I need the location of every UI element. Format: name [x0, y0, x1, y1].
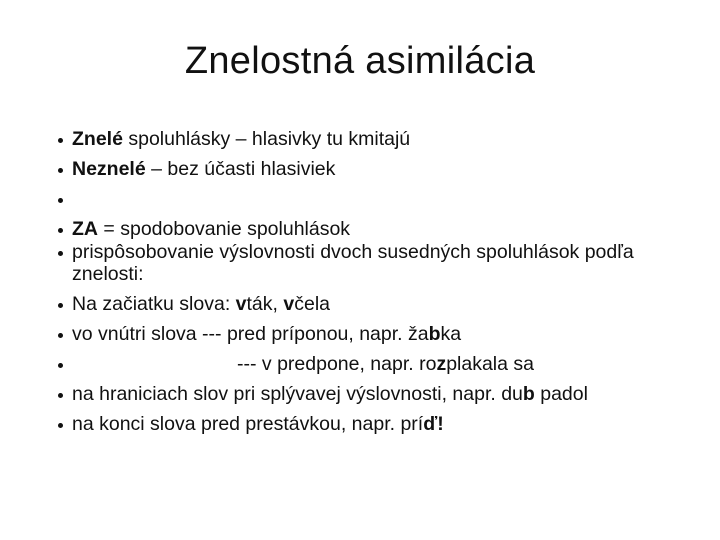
bullet-text — [72, 293, 330, 315]
bullet-bold-part: Neznelé — [72, 158, 146, 180]
bullet-part: vo vnútri slova --- pred príponou, napr. ža — [72, 323, 429, 345]
bullet-part: – bez účasti hlasiviek — [145, 158, 336, 180]
bullet-dot-icon — [58, 423, 63, 428]
bullet-item — [58, 218, 698, 241]
bullet-bold-part: z — [436, 353, 447, 375]
bullet-part: na hraniciach slov pri splývavej výslovnosti, napr. du — [72, 383, 523, 405]
bullet-bold-part: b — [428, 323, 441, 345]
bullet-item — [58, 353, 698, 376]
bullet-dot-icon — [58, 138, 63, 143]
bullet-part: spoluhlásky – hlasivky tu kmitajú — [122, 128, 411, 150]
bullet-dot-icon — [58, 393, 63, 398]
bullet-bold-part: ZA — [72, 218, 98, 240]
bullet-item — [58, 188, 698, 211]
bullet-part: --- v predpone, napr. ro — [237, 353, 437, 375]
slide-title: Znelostná asimilácia — [184, 40, 536, 82]
bullet-dot-icon — [58, 228, 63, 233]
bullet-part: ka — [440, 323, 462, 345]
bullet-bold-part: b — [522, 383, 535, 405]
bullet-item — [58, 158, 698, 181]
bullet-bold-part: Znelé — [72, 128, 123, 150]
bullet-part: plakala sa — [446, 353, 534, 375]
bullet-dot-icon — [58, 168, 63, 173]
bullet-text — [72, 128, 410, 150]
bullet-text — [72, 353, 698, 376]
bullet-bold-part: v — [235, 293, 247, 315]
bullet-dot-icon — [58, 251, 63, 256]
bullet-text — [72, 241, 634, 286]
bullet-text — [72, 158, 335, 180]
bullet-part: Na začiatku slova: — [72, 293, 236, 315]
bullet-part: čela — [294, 293, 331, 315]
bullet-item — [58, 128, 698, 151]
bullet-dot-icon — [58, 333, 63, 338]
bullet-part: = spodobovanie spoluhlások — [98, 218, 351, 240]
bullet-part: ták, — [246, 293, 284, 315]
bullet-item — [58, 241, 698, 286]
bullet-item — [58, 383, 698, 406]
bullet-dot-icon — [58, 363, 63, 368]
bullet-text — [72, 383, 588, 405]
bullet-part: prispôsobovanie výslovnosti dvoch susedných spoluhlások podľa znelosti: — [72, 240, 634, 285]
bullet-dot-icon — [58, 198, 63, 203]
bullet-text — [72, 413, 444, 435]
bullet-text — [72, 323, 461, 345]
bullet-part: padol — [534, 383, 588, 405]
bullet-bold-part: ď! — [423, 413, 444, 435]
bullet-list — [58, 128, 698, 443]
bullet-bold-part: v — [283, 293, 295, 315]
bullet-item — [58, 323, 698, 346]
bullet-item — [58, 293, 698, 316]
bullet-part: na konci slova pred prestávkou, napr. prí — [72, 413, 424, 435]
bullet-dot-icon — [58, 303, 63, 308]
bullet-text — [72, 218, 350, 240]
bullet-item — [58, 413, 698, 436]
